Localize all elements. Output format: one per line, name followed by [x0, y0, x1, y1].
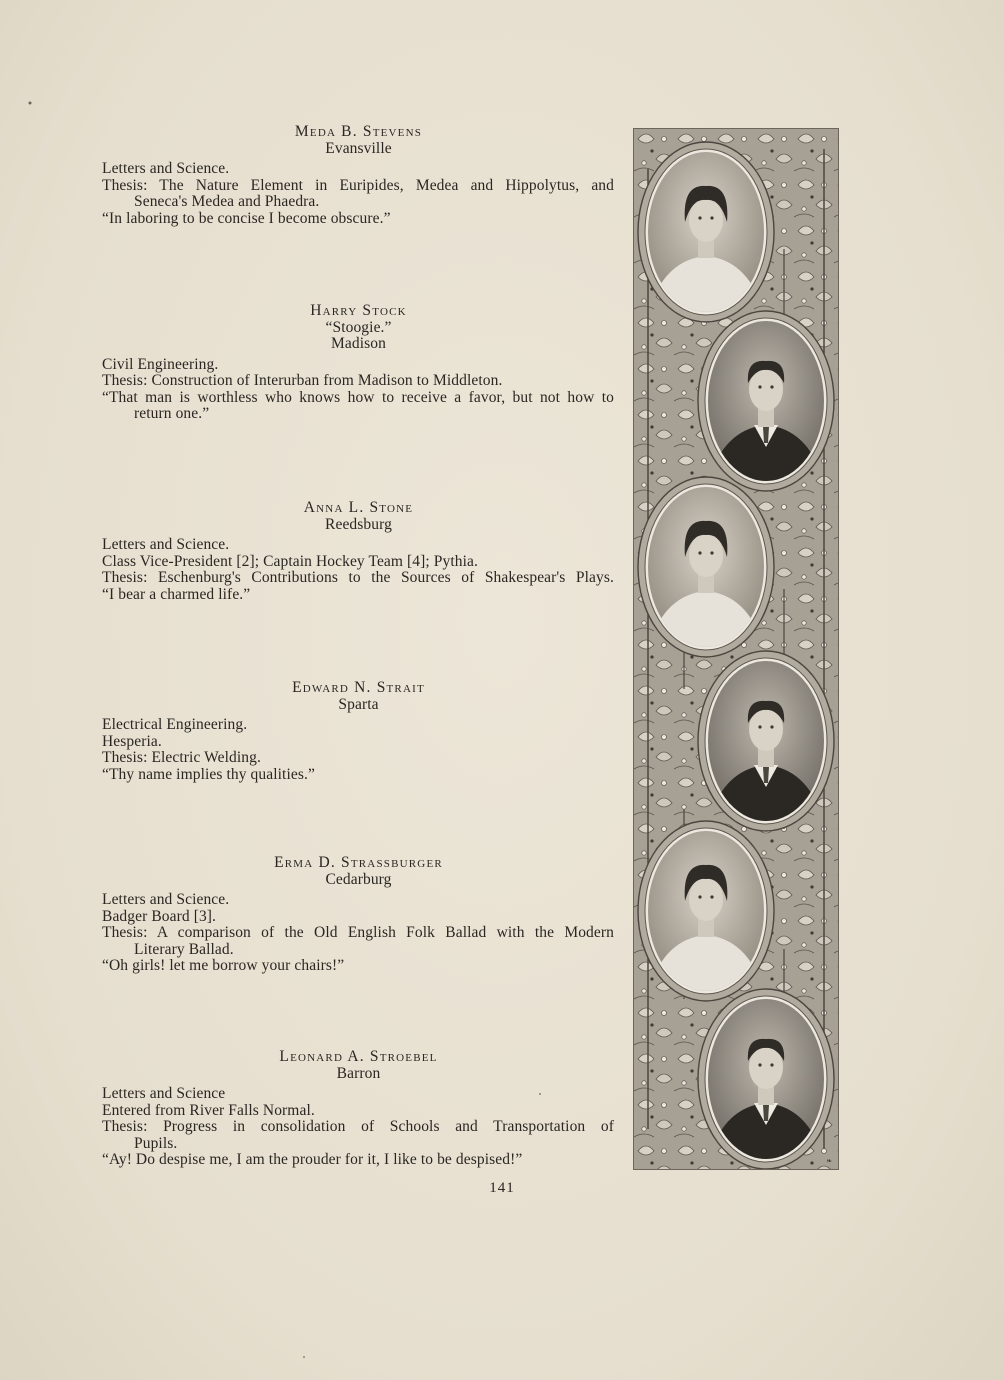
entry-line: Class Vice-President [2]; Captain Hockey Team [4]; Pythia.: [102, 552, 478, 570]
entry-line: “Thy name implies thy qualities.”: [102, 765, 315, 783]
entry-line: Letters and Science.: [102, 160, 230, 177]
entry-line: “Ay! Do despise me, I am the prouder for it, I like to be despised!”: [102, 1151, 523, 1168]
portrait-anna-stone: [638, 477, 774, 657]
entry-line: return one.”: [134, 405, 210, 422]
artist-signature: ❧: [826, 1157, 832, 1165]
entry-name: Edward N. Strait: [292, 679, 425, 696]
entry-line: “I bear a charmed life.”: [102, 585, 251, 603]
entry-hometown: Sparta: [338, 695, 379, 713]
entry-hometown: Evansville: [325, 139, 392, 157]
portrait-erma-strassburger: [638, 821, 774, 1001]
entry-line: Thesis: A comparison of the Old English Folk Ballad with the Modern: [102, 924, 614, 941]
entry-line: Civil Engineering.: [102, 355, 219, 373]
entry-name: Harry Stock: [310, 302, 407, 319]
portrait-border-strip: [633, 128, 839, 1170]
entry-line: Literary Ballad.: [134, 940, 234, 958]
entry-line: Thesis: Progress in consolidation of Schools and Transportation of: [102, 1118, 614, 1135]
portrait-meda-stevens: [638, 142, 774, 322]
entry-name: Meda B. Stevens: [294, 123, 423, 140]
entry-line: “In laboring to be concise I become obscure.”: [102, 209, 391, 227]
portrait-harry-stock: [698, 311, 834, 491]
entry-meda-stevens: [102, 124, 614, 227]
entry-hometown: Madison: [331, 335, 386, 352]
entry-line: Thesis: Construction of Interurban from Madison to Middleton.: [102, 372, 503, 389]
entry-edward-strait: [102, 680, 614, 783]
portrait-leonard-stroebel: [698, 989, 834, 1169]
entry-line: Badger Board [3].: [102, 907, 217, 925]
page-number: 141: [489, 1180, 515, 1196]
entry-anna-stone: [102, 500, 614, 603]
entry-line: Entered from River Falls Normal.: [102, 1101, 315, 1119]
entry-harry-stock: [102, 303, 614, 423]
entry-line: Thesis: Eschenburg's Contributions to the Sources of Shakespear's Plays.: [102, 569, 614, 586]
entry-line: Letters and Science.: [102, 891, 230, 908]
entry-line: Seneca's Medea and Phaedra.: [134, 193, 320, 210]
portrait-edward-strait: [698, 651, 834, 831]
entry-line: “Oh girls! let me borrow your chairs!”: [102, 957, 345, 974]
entry-line: Thesis: The Nature Element in Euripides, Medea and Hippolytus, and: [102, 176, 614, 194]
entry-line: Thesis: Electric Welding.: [102, 749, 261, 766]
entry-line: Letters and Science: [102, 1085, 226, 1102]
entry-leonard-stroebel: [102, 1049, 614, 1169]
entry-line: Hesperia.: [102, 732, 162, 750]
ornament-illustration: [634, 129, 838, 1169]
entry-line: Pupils.: [134, 1134, 178, 1152]
entry-erma-strassburger: [102, 855, 614, 975]
entry-hometown: Cedarburg: [325, 870, 392, 888]
entry-nickname: “Stoogie.”: [325, 318, 392, 336]
entry-line: Electrical Engineering.: [102, 716, 248, 733]
entry-line: Letters and Science.: [102, 536, 230, 553]
entry-name: Leonard A. Stroebel: [279, 1048, 438, 1065]
entry-name: Erma D. Strassburger: [274, 854, 443, 871]
entry-hometown: Barron: [336, 1064, 381, 1082]
entry-hometown: Reedsburg: [325, 515, 392, 533]
entry-name: Anna L. Stone: [303, 499, 414, 516]
entry-line: “That man is worthless who knows how to receive a favor, but not how to: [102, 388, 614, 406]
